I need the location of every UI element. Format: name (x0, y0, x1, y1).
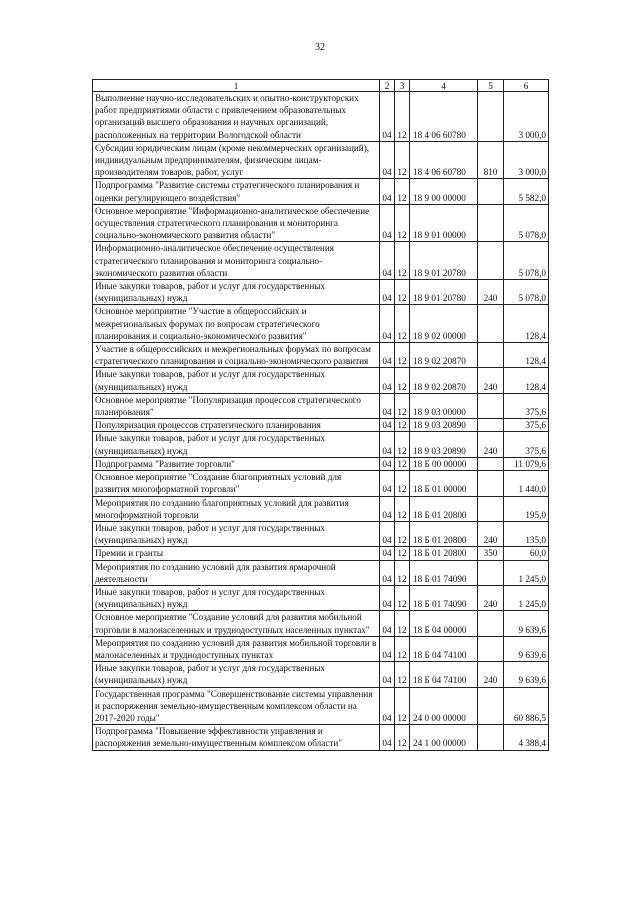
amount-cell: 60 886,5 (504, 687, 549, 725)
subsection-code-cell: 12 (395, 204, 410, 242)
expense-type-cell (478, 92, 504, 142)
row-name-cell: Основное мероприятие "Информационно-аналитическое обеспечение осуществления стратегического планирования и мониторинга социально-экономического развития области" (93, 204, 380, 242)
target-article-cell: 18 9 02 20870 (410, 368, 478, 393)
amount-cell: 3 000,0 (504, 141, 549, 179)
expense-type-cell (478, 725, 504, 750)
target-article-cell: 18 9 03 00000 (410, 393, 478, 418)
section-code-cell: 04 (380, 343, 395, 368)
amount-cell: 9 639,6 (504, 611, 549, 636)
expense-type-cell (478, 560, 504, 585)
target-article-cell: 18 9 03 20890 (410, 419, 478, 432)
amount-cell: 9 639,6 (504, 636, 549, 661)
section-code-cell: 04 (380, 457, 395, 470)
target-article-cell: 24 1 00 00000 (410, 725, 478, 750)
section-code-cell: 04 (380, 419, 395, 432)
target-article-cell: 18 Б 01 20800 (410, 496, 478, 521)
expense-type-cell (478, 687, 504, 725)
table-row (93, 343, 549, 368)
section-code-cell: 04 (380, 471, 395, 496)
section-code-cell: 04 (380, 280, 395, 305)
table-row (93, 560, 549, 585)
row-name-cell: Мероприятия по созданию условий для развития ярмарочной деятельности (93, 560, 380, 585)
section-code-cell: 04 (380, 141, 395, 179)
subsection-code-cell: 12 (395, 471, 410, 496)
table-row (93, 457, 549, 470)
section-code-cell: 04 (380, 560, 395, 585)
table-row (93, 521, 549, 546)
row-name-cell: Иные закупки товаров, работ и услуг для государственных (муниципальных) нужд (93, 368, 380, 393)
row-name-cell: Информационно-аналитическое обеспечение осуществления стратегического планирования и мониторинга социально-экономического развития области (93, 242, 380, 280)
expense-type-cell (478, 242, 504, 280)
table-row (93, 280, 549, 305)
subsection-code-cell: 12 (395, 393, 410, 418)
target-article-cell: 18 Б 04 00000 (410, 611, 478, 636)
table-row (93, 725, 549, 750)
column-header: 2 (380, 80, 395, 92)
amount-cell: 375,6 (504, 393, 549, 418)
row-name-cell: Подпрограмма "Развитие торговли" (93, 457, 380, 470)
target-article-cell: 18 9 03 20890 (410, 432, 478, 457)
amount-cell: 195,0 (504, 496, 549, 521)
expense-type-cell (478, 305, 504, 343)
row-name-cell: Основное мероприятие "Создание условий для развития мобильной торговли в малонаселенных и труднодоступных населенных пунктах" (93, 611, 380, 636)
table-row (93, 242, 549, 280)
amount-cell: 128,4 (504, 368, 549, 393)
table-row (93, 92, 549, 142)
expense-type-cell: 240 (478, 280, 504, 305)
amount-cell: 5 078,0 (504, 204, 549, 242)
section-code-cell: 04 (380, 242, 395, 280)
table-row (93, 432, 549, 457)
row-name-cell: Иные закупки товаров, работ и услуг для государственных (муниципальных) нужд (93, 280, 380, 305)
subsection-code-cell: 12 (395, 280, 410, 305)
table-row (93, 687, 549, 725)
amount-cell: 1 245,0 (504, 585, 549, 610)
expense-type-cell (478, 636, 504, 661)
table-row (93, 204, 549, 242)
table-row (93, 305, 549, 343)
expense-type-cell: 810 (478, 141, 504, 179)
amount-cell: 3 000,0 (504, 92, 549, 142)
subsection-code-cell: 12 (395, 141, 410, 179)
table-row (93, 368, 549, 393)
target-article-cell: 18 4 06 60780 (410, 141, 478, 179)
expense-type-cell (478, 496, 504, 521)
target-article-cell: 18 Б 01 74090 (410, 560, 478, 585)
table-row (93, 585, 549, 610)
amount-cell: 128,4 (504, 343, 549, 368)
target-article-cell: 18 9 00 00000 (410, 179, 478, 204)
expense-type-cell: 240 (478, 368, 504, 393)
section-code-cell: 04 (380, 368, 395, 393)
row-name-cell: Государственная программа "Совершенствование системы управления и распоряжения земельно-имущественным комплексом области на 2017-2020 годы" (93, 687, 380, 725)
column-header: 3 (395, 80, 410, 92)
table-row (93, 419, 549, 432)
expense-type-cell (478, 419, 504, 432)
amount-cell: 375,6 (504, 432, 549, 457)
row-name-cell: Подпрограмма "Развитие системы стратегического планирования и оценки регулирующего воздействия" (93, 179, 380, 204)
row-name-cell: Субсидии юридическим лицам (кроме некоммерческих организаций), индивидуальным предпринимателям, физическим лицам-производителям товаров, работ, услуг (93, 141, 380, 179)
table-header-row (93, 80, 549, 92)
section-code-cell: 04 (380, 585, 395, 610)
table-row (93, 141, 549, 179)
amount-cell: 135,0 (504, 521, 549, 546)
section-code-cell: 04 (380, 725, 395, 750)
subsection-code-cell: 12 (395, 611, 410, 636)
subsection-code-cell: 12 (395, 547, 410, 560)
amount-cell: 4 388,4 (504, 725, 549, 750)
target-article-cell: 18 9 01 20780 (410, 280, 478, 305)
subsection-code-cell: 12 (395, 305, 410, 343)
section-code-cell: 04 (380, 305, 395, 343)
section-code-cell: 04 (380, 92, 395, 142)
amount-cell: 5 582,0 (504, 179, 549, 204)
amount-cell: 375,6 (504, 419, 549, 432)
target-article-cell: 18 Б 00 00000 (410, 457, 478, 470)
subsection-code-cell: 12 (395, 419, 410, 432)
row-name-cell: Основное мероприятие "Популяризация процессов стратегического планирования" (93, 393, 380, 418)
section-code-cell: 04 (380, 432, 395, 457)
target-article-cell: 18 Б 01 74090 (410, 585, 478, 610)
row-name-cell: Основное мероприятие "Участие в общероссийских и межрегиональных форумах по вопросам стратегического планирования и социально-экономического развития" (93, 305, 380, 343)
subsection-code-cell: 12 (395, 242, 410, 280)
target-article-cell: 18 Б 04 74100 (410, 636, 478, 661)
column-header: 6 (504, 80, 549, 92)
row-name-cell: Иные закупки товаров, работ и услуг для государственных (муниципальных) нужд (93, 521, 380, 546)
expense-type-cell: 240 (478, 585, 504, 610)
table-row (93, 179, 549, 204)
amount-cell: 11 079,6 (504, 457, 549, 470)
row-name-cell: Иные закупки товаров, работ и услуг для государственных (муниципальных) нужд (93, 662, 380, 687)
subsection-code-cell: 12 (395, 560, 410, 585)
table-body (93, 80, 549, 751)
section-code-cell: 04 (380, 496, 395, 521)
table-row (93, 471, 549, 496)
page-number: 32 (315, 42, 325, 53)
table-row (93, 636, 549, 661)
row-name-cell: Выполнение научно-исследовательских и опытно-конструкторских работ предприятиями области с привлечением образовательных организаций высшего образования и научных организаций, расположенных на территории Вологодской области (93, 92, 380, 142)
expense-type-cell (478, 393, 504, 418)
target-article-cell: 24 0 00 00000 (410, 687, 478, 725)
target-article-cell: 18 Б 04 74100 (410, 662, 478, 687)
amount-cell: 1 245,0 (504, 560, 549, 585)
amount-cell: 1 440,0 (504, 471, 549, 496)
row-name-cell: Подпрограмма "Повышение эффективности управления и распоряжения земельно-имущественным комплексом области" (93, 725, 380, 750)
amount-cell: 128,4 (504, 305, 549, 343)
expense-type-cell: 240 (478, 432, 504, 457)
subsection-code-cell: 12 (395, 496, 410, 521)
subsection-code-cell: 12 (395, 92, 410, 142)
expense-type-cell (478, 179, 504, 204)
target-article-cell: 18 Б 01 20800 (410, 521, 478, 546)
table-row (93, 496, 549, 521)
column-header: 5 (478, 80, 504, 92)
column-header: 1 (93, 80, 380, 92)
expense-type-cell (478, 457, 504, 470)
amount-cell: 5 078,0 (504, 280, 549, 305)
subsection-code-cell: 12 (395, 585, 410, 610)
target-article-cell: 18 4 06 60780 (410, 92, 478, 142)
row-name-cell: Иные закупки товаров, работ и услуг для государственных (муниципальных) нужд (93, 585, 380, 610)
subsection-code-cell: 12 (395, 432, 410, 457)
section-code-cell: 04 (380, 547, 395, 560)
row-name-cell: Мероприятия по созданию условий для развития мобильной торговли в малонаселенных и труднодоступных пунктах (93, 636, 380, 661)
section-code-cell: 04 (380, 687, 395, 725)
amount-cell: 9 639,6 (504, 662, 549, 687)
target-article-cell: 18 9 02 20870 (410, 343, 478, 368)
amount-cell: 60,0 (504, 547, 549, 560)
target-article-cell: 18 9 01 00000 (410, 204, 478, 242)
table-row (93, 393, 549, 418)
expense-type-cell: 240 (478, 521, 504, 546)
target-article-cell: 18 9 01 20780 (410, 242, 478, 280)
row-name-cell: Мероприятия по созданию благоприятных условий для развития многоформатной торговли (93, 496, 380, 521)
expense-type-cell: 350 (478, 547, 504, 560)
section-code-cell: 04 (380, 521, 395, 546)
subsection-code-cell: 12 (395, 687, 410, 725)
expense-type-cell (478, 343, 504, 368)
target-article-cell: 18 Б 01 20800 (410, 547, 478, 560)
expense-type-cell (478, 471, 504, 496)
row-name-cell: Участие в общероссийских и межрегиональных форумах по вопросам стратегического планирования и социально-экономического развития (93, 343, 380, 368)
target-article-cell: 18 9 02 00000 (410, 305, 478, 343)
row-name-cell: Популяризация процессов стратегического планирования (93, 419, 380, 432)
subsection-code-cell: 12 (395, 521, 410, 546)
section-code-cell: 04 (380, 393, 395, 418)
section-code-cell: 04 (380, 611, 395, 636)
section-code-cell: 04 (380, 662, 395, 687)
subsection-code-cell: 12 (395, 662, 410, 687)
row-name-cell: Основное мероприятие "Создание благоприятных условий для развития многоформатной торговли" (93, 471, 380, 496)
row-name-cell: Иные закупки товаров, работ и услуг для государственных (муниципальных) нужд (93, 432, 380, 457)
section-code-cell: 04 (380, 636, 395, 661)
expense-type-cell: 240 (478, 662, 504, 687)
section-code-cell: 04 (380, 179, 395, 204)
subsection-code-cell: 12 (395, 179, 410, 204)
expense-type-cell (478, 611, 504, 636)
target-article-cell: 18 Б 01 00000 (410, 471, 478, 496)
subsection-code-cell: 12 (395, 636, 410, 661)
subsection-code-cell: 12 (395, 343, 410, 368)
budget-table (92, 79, 549, 751)
subsection-code-cell: 12 (395, 457, 410, 470)
amount-cell: 5 078,0 (504, 242, 549, 280)
expense-type-cell (478, 204, 504, 242)
subsection-code-cell: 12 (395, 368, 410, 393)
row-name-cell: Премии и гранты (93, 547, 380, 560)
subsection-code-cell: 12 (395, 725, 410, 750)
section-code-cell: 04 (380, 204, 395, 242)
table-row (93, 547, 549, 560)
table-row (93, 611, 549, 636)
column-header: 4 (410, 80, 478, 92)
table-row (93, 662, 549, 687)
